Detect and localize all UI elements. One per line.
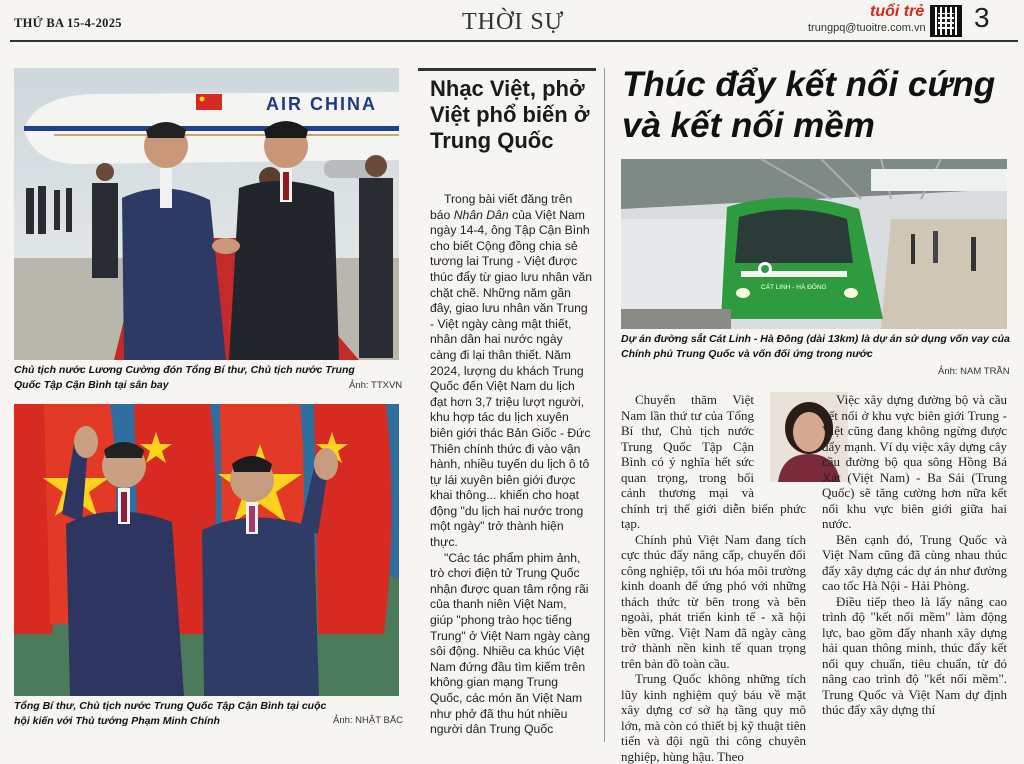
main-article-paragraph: Chuyến thăm Việt Nam lần thứ tư của Tổng Bí thư, Chủ tịch nước Trung Quốc Tập Cận Bình có ý nghĩa hết sức quan trọng, trong bối cảnh thương mại và chính trị thế giới diễn biến phức tạp. — [621, 392, 806, 531]
train-caption: Dự án đường sắt Cát Linh - Hà Đông (dài 13km) là dự án sử dụng vốn vay của Chính phủ Trung Quốc và vốn đối ứng trong nước — [621, 333, 1010, 360]
main-article-paragraph: Điều tiếp theo là lấy nâng cao trình độ "kết nối mềm" làm động lực, bao gồm đẩy nhanh xây dựng hải quan thông minh, thúc đẩy kết nối quy chuẩn, tiêu chuẩn, từ đó nâng cao trình độ "kết nối mềm". Trung Quốc và Việt Nam dự định thúc đẩy xây dựng thí — [822, 593, 1007, 717]
airport-caption: Chủ tịch nước Lương Cường đón Tổng Bí thư, Chủ tịch nước Trung Quốc Tập Cận Bình tại sân bay — [14, 364, 355, 391]
metro-logo-icon — [758, 262, 772, 276]
airport-credit: Ảnh: TTXVN — [349, 380, 403, 391]
side-article-text: của Việt Nam ngày 14-4, ông Tập Cận Bình cho biết Cộng đồng chia sẻ tương lai Trung - Việt được thúc đẩy từ giao lưu nhân văn chặt chẽ. Những năm gần đây, giao lưu nhân văn Trung - Việt ngày càng mật thiết, nhân dân hai nước ngày càng đi lại thân thiết. Năm 2024, lượng du khách Trung Quốc đến Việt Nam du lịch đạt hơn 3,7 triệu lượt người, khu hợp tác du lịch xuyên biên giới thác Bản Giốc - Đức Thiên chính thức đi vào vận hành, nhiều tuyến du lịch ô tô tự lái xuyên biên giới được khai thông... khiến cho hoạt động "du lịch hai nước trong một ngày" trở thành hiện thực. — [430, 207, 592, 550]
side-article-paragraph — [430, 192, 592, 551]
main-article-column-2 — [822, 392, 1007, 718]
main-article-paragraph: Bên cạnh đó, Trung Quốc và Việt Nam cũng đã cùng nhau thúc đẩy xây dựng các dự án như đường cao tốc Hà Nội - Hải Phòng. — [822, 531, 1007, 593]
side-article-rule — [418, 68, 596, 71]
side-article-body — [430, 192, 592, 738]
meeting-caption: Tổng Bí thư, Chủ tịch nước Trung Quốc Tập Cận Bình tại cuộc hội kiến với Thủ tướng Phạm Minh Chính — [14, 700, 327, 727]
main-article-title: Thúc đẩy kết nối cứng và kết nối mềm — [622, 65, 996, 145]
main-article-paragraph: Chính phủ Việt Nam đang tích cực thúc đẩy nâng cấp, chuyển đổi công nghiệp, tối ưu hóa môi trường kinh doanh để ứng phó với những thách thức từ bên trong và bên ngoài, phát triển kinh tế - xã hội bền vững. Việt Nam đã ngày càng trở thành nền kinh tế quan trọng trên bản đồ toàn cầu. — [621, 531, 806, 671]
train-photo — [621, 159, 1007, 329]
section-title: THỜI SỰ — [462, 9, 565, 35]
side-article-text: Trong bài viết đăng trên báo — [430, 192, 573, 222]
column-divider — [604, 68, 605, 742]
meeting-photo — [14, 404, 399, 696]
header-divider — [10, 40, 1018, 42]
main-article-paragraph: Trung Quốc không những tích lũy kinh nghiệm quý báu về mặt xây dựng cơ sở hạ tầng quy mô lớn, mà còn có thiết bị kỹ thuật tiên tiến và đội ngũ thi công chuyên nghiệp, hùng hậu. Theo — [621, 671, 806, 764]
train-credit: Ảnh: NAM TRẦN — [938, 366, 1010, 377]
page-number: 3 — [974, 2, 990, 33]
meeting-illustration — [14, 404, 399, 696]
page-header — [0, 0, 1024, 42]
flag-icon — [196, 94, 222, 110]
editor-email: trungpq@tuoitre.com.vn — [808, 22, 926, 34]
main-article-paragraph: Việc xây dựng đường bộ và cầu kết nối ở khu vực biên giới Trung - Việt cũng đang không ngừng được đẩy mạnh. Ví dụ việc xây dựng cây cầu đường bộ qua sông Hồng Bá Xát (Việt Nam) - Ba Sái (Trung Quốc) sẽ tăng cường hơn nữa kết nối khu vực biên giới giữa hai nước. — [822, 392, 1007, 531]
train-label: CÁT LINH - HÀ ĐÔNG — [761, 284, 827, 291]
qr-code-icon — [930, 5, 962, 37]
issue-date: THỨ BA 15-4-2025 — [14, 16, 122, 30]
side-article-paragraph: "Các tác phẩm phim ảnh, trò chơi điện tử Trung Quốc nhận được quan tâm rộng rãi của thanh niên Việt Nam, giúp "phong trào học tiếng Trung" ở Việt Nam ngày càng sôi động. Nhiều ca khúc Việt Nam đứng đầu tìm kiếm trên không gian mạng Trung Quốc, các món ăn Việt Nam như phở đã thu hút nhiều người dân Trung Quốc — [430, 550, 591, 737]
airport-photo — [14, 68, 399, 360]
train-illustration — [621, 159, 1007, 329]
side-article-title: Nhạc Việt, phở Việt phổ biến ở Trung Quốc — [430, 76, 590, 153]
meeting-credit: Ảnh: NHẬT BẮC — [333, 715, 404, 726]
airport-illustration — [14, 68, 399, 360]
side-article-source: Nhân Dân — [453, 207, 509, 222]
aircraft-livery-text: AIR CHINA — [266, 94, 377, 114]
newspaper-logo: tuổi trẻ — [870, 3, 925, 20]
